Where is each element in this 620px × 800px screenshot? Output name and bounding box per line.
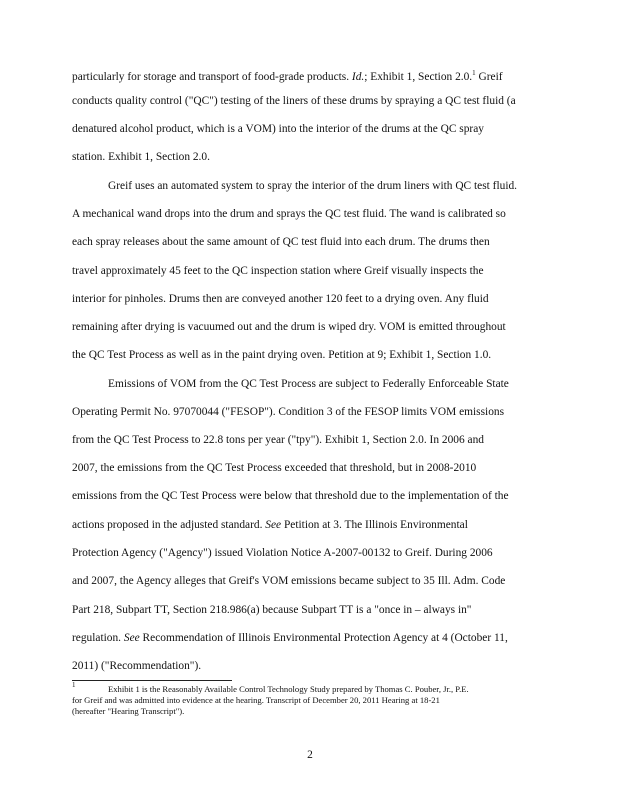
body-line: each spray releases about the same amount of QC test fluid into each drum. The drums then [72,236,490,248]
body-line: Operating Permit No. 97070044 ("FESOP"). Condition 3 of the FESOP limits VOM emissions [72,406,505,418]
body-line: Part 218, Subpart TT, Section 218.986(a) because Subpart TT is a "once in – always in" [72,604,472,616]
body-line: actions proposed in the adjusted standard. See Petition at 3. The Illinois Environmental [72,519,468,531]
body-line: regulation. See Recommendation of Illinois Environmental Protection Agency at 4 (October 11, [72,632,508,644]
footnote-line: for Greif and was admitted into evidence at the hearing. Transcript of December 20, 2011 Hearing at 18-21 [72,695,440,705]
body-line: conducts quality control ("QC") testing of the liners of these drums by spraying a QC test fluid (a [72,95,516,107]
body-line: from the QC Test Process to 22.8 tons per year ("tpy"). Exhibit 1, Section 2.0. In 2006 and [72,434,484,446]
body-line: A mechanical wand drops into the drum and sprays the QC test fluid. The wand is calibrated so [72,208,506,220]
footnote-line: Exhibit 1 is the Reasonably Available Control Technology Study prepared by Thomas C. Pouber, Jr., P.E. [108,684,469,694]
footnote-number: 1 [72,681,76,689]
footnote-ref: 1 [472,69,476,77]
body-line: emissions from the QC Test Process were below that threshold due to the implementation of the [72,490,509,502]
body-line: particularly for storage and transport of food-grade products. Id.; Exhibit 1, Section 2.0.$^1$ Greif [72,69,503,83]
body-line: station. Exhibit 1, Section 2.0. [72,151,210,163]
page-number: 2 [307,749,313,761]
footnote-separator [72,680,232,681]
body-line: Protection Agency ("Agency") issued Violation Notice A-2007-00132 to Greif. During 2006 [72,547,493,559]
body-line: and 2007, the Agency alleges that Greif's VOM emissions became subject to 35 Ill. Adm. Code [72,575,506,587]
body-line: 2007, the emissions from the QC Test Process exceeded that threshold, but in 2008-2010 [72,462,477,474]
body-line: remaining after drying is vacuumed out and the drum is wiped dry. VOM is emitted throughout [72,321,506,333]
body-line: denatured alcohol product, which is a VOM) into the interior of the drums at the QC spray [72,123,484,135]
body-line: Emissions of VOM from the QC Test Process are subject to Federally Enforceable State [108,378,509,390]
body-line: Greif uses an automated system to spray the interior of the drum liners with QC test fluid. [108,180,518,192]
body-line: interior for pinholes. Drums then are conveyed another 120 feet to a drying oven. Any fluid [72,293,489,305]
body-line: travel approximately 45 feet to the QC inspection station where Greif visually inspects the [72,265,484,277]
body-line: 2011) ("Recommendation"). [72,660,202,672]
body-line: the QC Test Process as well as in the paint drying oven. Petition at 9; Exhibit 1, Section 1.0. [72,349,492,361]
footnote-line: (hereafter "Hearing Transcript"). [72,706,185,716]
